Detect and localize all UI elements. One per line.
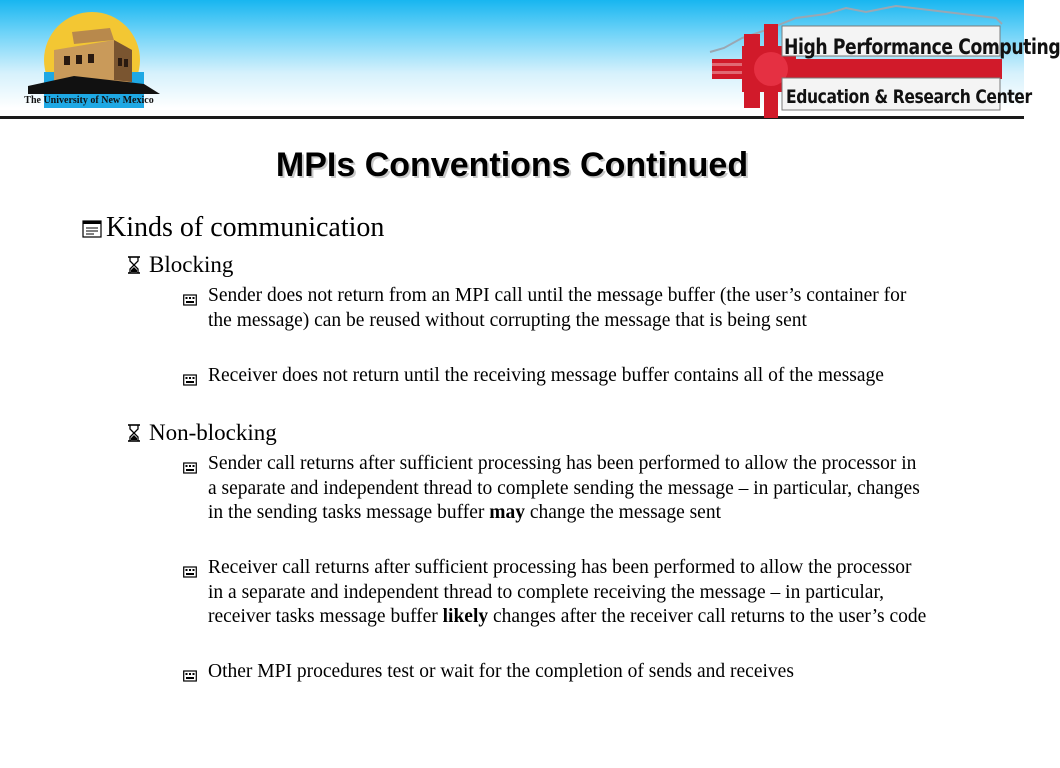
keyboard-icon xyxy=(183,666,197,680)
bullet-text: Non-blocking xyxy=(149,420,277,445)
bullet-blocking-sender xyxy=(208,284,928,333)
keyboard-icon xyxy=(183,458,197,472)
hourglass-icon xyxy=(127,253,149,281)
keyboard-icon xyxy=(183,290,197,304)
bullet-blocking-receiver xyxy=(208,364,928,389)
bullet-text: Receiver call returns after sufficient processing has been performed to allow the processor in a separate and independent thread to complete receiving the message – in particular, receiver tasks message buffer likely changes after the receiver call returns to the user’s code xyxy=(208,557,927,627)
bullet-nonblocking-sender xyxy=(208,452,928,526)
keyboard-icon xyxy=(183,562,197,576)
emphasis-may: may xyxy=(489,502,525,523)
bullet-non-blocking xyxy=(127,419,277,449)
emphasis-likely: likely xyxy=(442,606,489,627)
center-name-line1: High Performance Computing xyxy=(784,35,1060,59)
bullet-kinds-of-communication xyxy=(82,211,384,247)
bullet-other-procedures xyxy=(208,660,928,685)
bullet-text: Blocking xyxy=(149,252,234,277)
slide-title: MPIs Conventions Continued xyxy=(275,146,749,184)
bullet-blocking xyxy=(127,251,233,281)
center-name-line2: Education & Research Center xyxy=(786,86,1032,108)
bullet-nonblocking-receiver xyxy=(208,556,928,630)
bullet-text: Sender does not return from an MPI call until the message buffer (the user’s container for the message) can be reused without corrupting the message that is being sent xyxy=(208,285,907,331)
bullet-text: Sender call returns after sufficient processing has been performed to allow the processor in a separate and independent thread to complete sending the message – in particular, changes in the sending tasks message buffer may change the message sent xyxy=(208,453,920,523)
bullet-text: Receiver does not return until the receiving message buffer contains all of the message xyxy=(208,365,884,386)
hourglass-icon xyxy=(127,421,149,449)
bullet-text: Other MPI procedures test or wait for the completion of sends and receives xyxy=(208,661,794,682)
notepad-icon xyxy=(82,213,106,247)
university-caption: The University of New Mexico xyxy=(24,95,154,106)
keyboard-icon xyxy=(183,370,197,384)
bullet-text: Kinds of communication xyxy=(106,212,385,243)
